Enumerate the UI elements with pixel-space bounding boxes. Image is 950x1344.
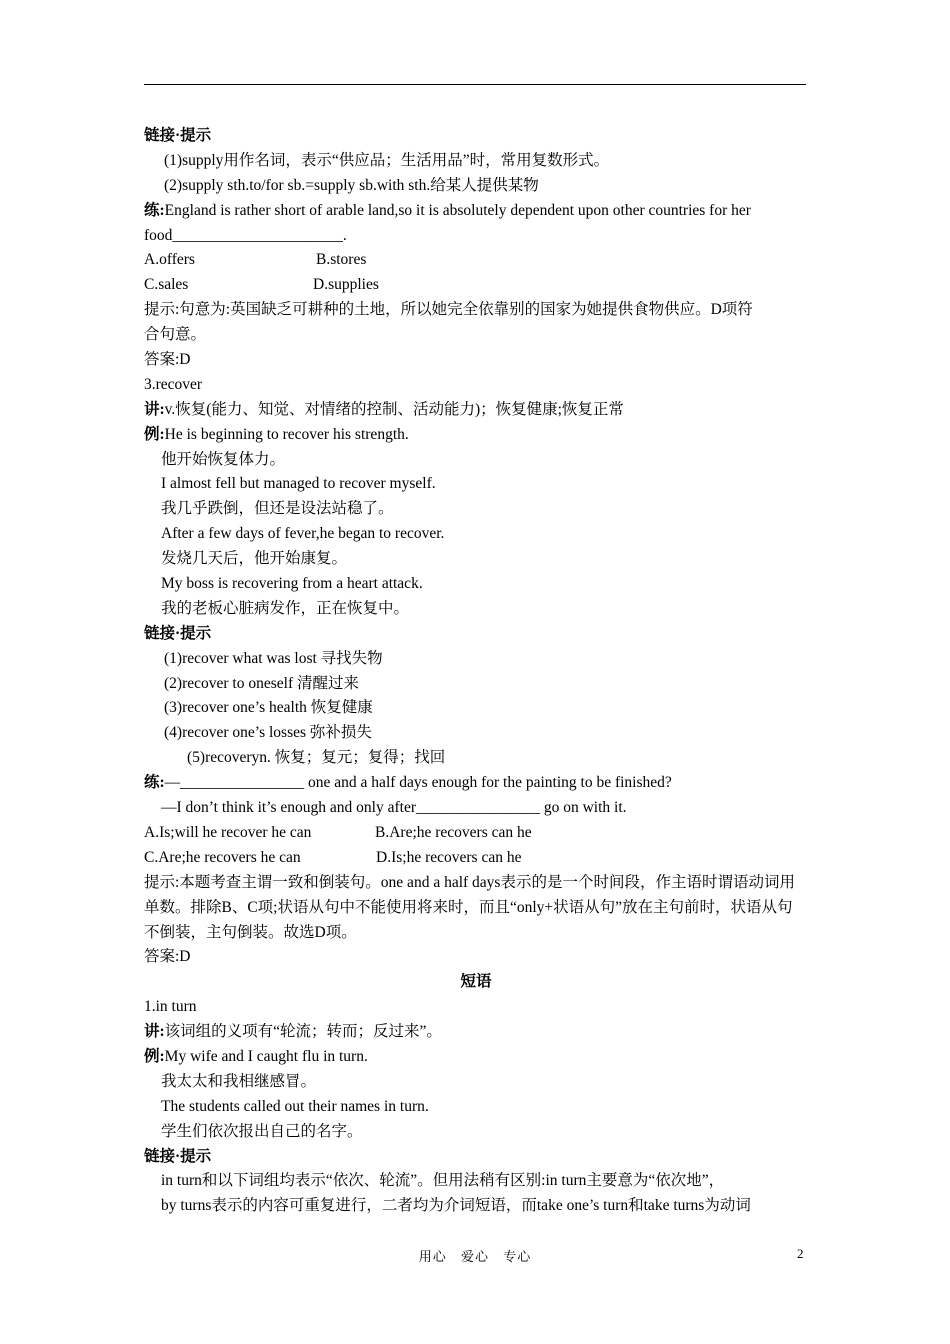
exercise-text: England is rather short of arable land,so it is absolutely dependent upon other countries for her (164, 201, 751, 219)
tip-paragraph: in turn和以下词组均表示“依次、轮流”。但用法稍有区别:in turn主要意为“依次地”， (161, 1172, 725, 1190)
example-text: My wife and I caught flu in turn. (164, 1048, 368, 1065)
tip-item: (1)supply用作名词，表示“供应品；生活用品”时，常用复数形式。 (164, 151, 610, 169)
option-a: A.offers (144, 251, 195, 269)
phrase-title: 1.in turn (144, 998, 197, 1016)
tip-item: (4)recover one’s losses 弥补损失 (164, 724, 372, 742)
explanation (144, 398, 808, 423)
exercise-question-cont: food______________________. (144, 226, 347, 244)
hint: 提示:句意为:英国缺乏可耕种的土地，所以她完全依靠别的国家为她提供食物供应。D项符 (144, 301, 753, 319)
option-c: C.sales (144, 276, 189, 294)
explanation-label: 讲: (144, 1023, 165, 1041)
option-c: C.Are;he recovers he can (144, 848, 301, 866)
exercise-question (144, 771, 808, 796)
hint-cont: 合句意。 (144, 326, 207, 344)
option-d: D.supplies (313, 276, 379, 294)
example (144, 423, 808, 448)
tip-item: (1)recover what was lost 寻找失物 (164, 649, 383, 667)
explanation (144, 1020, 808, 1045)
option-d: D.Is;he recovers can he (376, 848, 522, 866)
example-label: 例: (144, 1048, 165, 1065)
answer: 答案:D (144, 351, 191, 369)
link-tip-heading: 链接·提示 (144, 127, 212, 144)
tip-item: (2)recover to oneself 清醒过来 (164, 674, 359, 692)
options-row (144, 273, 808, 298)
exercise-label: 练: (144, 201, 165, 219)
tip-item: (2)supply sth.to/for sb.=supply sb.with sth.给某人提供某物 (164, 176, 539, 194)
answer: 答案:D (144, 948, 191, 966)
section-title: 短语 (460, 973, 492, 991)
example-text: He is beginning to recover his strength. (164, 425, 409, 443)
example-line: 学生们依次报出自己的名字。 (161, 1122, 363, 1140)
explanation-label: 讲: (144, 400, 165, 418)
document-body (144, 124, 808, 1219)
tip-item: (3)recover one’s health 恢复健康 (164, 699, 373, 717)
options-row (144, 821, 808, 846)
hint: 提示:本题考查主谓一致和倒装句。one and a half days表示的是一个时间段，作主语时谓语动词用单数。排除B、C项;状语从句中不能使用将来时，而且“only+状语从句”放在主句前时，状语从句不倒装，主句倒装。故选D项。 (144, 873, 795, 941)
example-line: 我太太和我相继感冒。 (161, 1072, 317, 1090)
tip-item: (5)recoveryn. 恢复；复元；复得；找回 (187, 749, 446, 767)
example-line: I almost fell but managed to recover myself. (161, 475, 436, 493)
example (144, 1045, 808, 1070)
footer-motto: 用心 爱心 专心 (418, 1249, 532, 1264)
example-line: 我几乎跌倒，但还是设法站稳了。 (161, 500, 394, 518)
tip-paragraph: by turns表示的内容可重复进行，二者均为介词短语，而take one’s turn和take turns为动词 (161, 1197, 751, 1215)
header-rule (144, 84, 806, 85)
example-line: The students called out their names in turn. (161, 1097, 429, 1115)
example-line: 发烧几天后，他开始康复。 (161, 550, 348, 568)
options-row (144, 846, 808, 871)
explanation-text: 该词组的义项有“轮流；转而；反过来”。 (164, 1023, 442, 1041)
option-b: B.stores (316, 251, 367, 269)
explanation-text: v.恢复(能力、知觉、对情绪的控制、活动能力)；恢复健康;恢复正常 (164, 400, 624, 418)
link-tip-heading: 链接·提示 (144, 624, 212, 642)
exercise-text: —________________ one and a half days enough for the painting to be finished? (164, 774, 672, 792)
link-tip-heading: 链接·提示 (144, 1147, 212, 1165)
word-title: 3.recover (144, 375, 203, 393)
exercise-question (144, 199, 808, 224)
example-line: My boss is recovering from a heart attack. (161, 575, 423, 593)
exercise-label: 练: (144, 774, 165, 792)
options-row (144, 248, 808, 273)
example-line: 他开始恢复体力。 (161, 450, 286, 468)
option-b: B.Are;he recovers can he (375, 823, 532, 841)
exercise-question-cont: —I don’t think it’s enough and only after________________ go on with it. (161, 799, 627, 817)
example-line: 我的老板心脏病发作，正在恢复中。 (161, 599, 410, 617)
example-label: 例: (144, 425, 165, 443)
example-line: After a few days of fever,he began to recover. (161, 525, 445, 543)
option-a: A.Is;will he recover he can (144, 823, 312, 841)
page-number: 2 (797, 1246, 804, 1261)
